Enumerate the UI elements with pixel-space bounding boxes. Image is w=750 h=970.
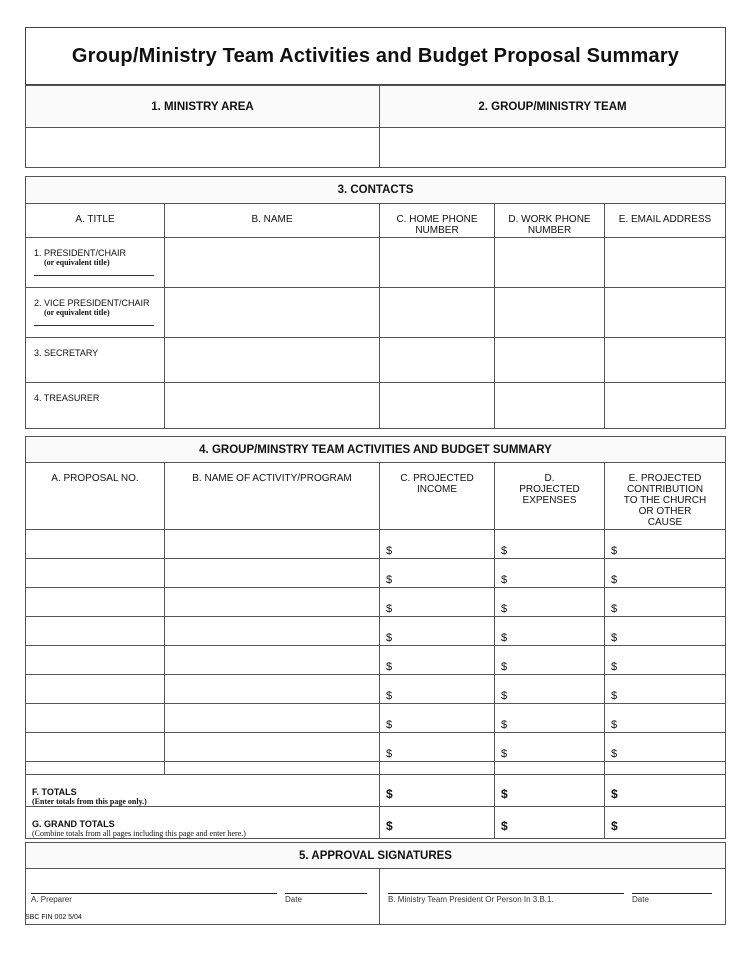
col-home-phone: C. HOME PHONE NUMBER <box>380 204 495 238</box>
activity-name-field[interactable] <box>165 704 380 733</box>
totals-label: F. TOTALS <box>32 787 77 797</box>
contact-title: 4. TREASURER <box>34 393 100 403</box>
activity-row <box>26 530 726 559</box>
email-field[interactable] <box>605 238 726 288</box>
home-phone-field[interactable] <box>380 288 495 338</box>
totals-note: (Enter totals from this page only.) <box>32 797 147 806</box>
group-team-header: 2. GROUP/MINISTRY TEAM <box>380 86 726 128</box>
activity-row <box>26 646 726 675</box>
activity-name-field[interactable] <box>165 646 380 675</box>
total-expenses[interactable]: $ <box>495 775 605 807</box>
activity-row <box>26 733 726 762</box>
contact-row <box>26 383 726 429</box>
contribution-field[interactable]: $ <box>605 530 726 559</box>
email-field[interactable] <box>605 338 726 383</box>
col-work-phone: D. WORK PHONE NUMBER <box>495 204 605 238</box>
col-email: E. EMAIL ADDRESS <box>605 204 726 238</box>
activities-header: 4. GROUP/MINSTRY TEAM ACTIVITIES AND BUDGET SUMMARY <box>26 437 726 463</box>
expenses-field[interactable]: $ <box>495 588 605 617</box>
work-phone-field[interactable] <box>495 238 605 288</box>
expenses-field[interactable]: $ <box>495 559 605 588</box>
income-field[interactable]: $ <box>380 588 495 617</box>
income-field[interactable]: $ <box>380 530 495 559</box>
blank-cell <box>165 762 380 775</box>
col-name: B. NAME <box>165 204 380 238</box>
approval-table <box>25 842 726 925</box>
contribution-field[interactable]: $ <box>605 704 726 733</box>
grand-totals-note: (Combine totals from all pages including this page and enter here.) <box>32 829 246 838</box>
proposal-no-field[interactable] <box>26 704 165 733</box>
contribution-field[interactable]: $ <box>605 588 726 617</box>
grand-income[interactable]: $ <box>380 807 495 839</box>
contribution-field[interactable]: $ <box>605 733 726 762</box>
activity-row <box>26 559 726 588</box>
blank-cell <box>380 762 495 775</box>
email-field[interactable] <box>605 288 726 338</box>
activity-name-field[interactable] <box>165 530 380 559</box>
preparer-signature-line[interactable]: A. Preparer <box>31 893 277 904</box>
totals-row <box>26 775 726 807</box>
income-field[interactable]: $ <box>380 704 495 733</box>
form-code: SBC FIN 002 5/04 <box>25 914 82 921</box>
activity-row <box>26 617 726 646</box>
activity-name-field[interactable] <box>165 617 380 646</box>
grand-expenses[interactable]: $ <box>495 807 605 839</box>
col-activity-name: B. NAME OF ACTIVITY/PROGRAM <box>165 463 380 530</box>
name-field[interactable] <box>165 288 380 338</box>
grand-contribution[interactable]: $ <box>605 807 726 839</box>
proposal-no-field[interactable] <box>26 646 165 675</box>
col-projected-contribution: E. PROJECTED CONTRIBUTION TO THE CHURCH OR OTHER CAUSE <box>605 463 726 530</box>
home-phone-field[interactable] <box>380 338 495 383</box>
contacts-table <box>25 176 726 429</box>
ministry-area-header: 1. MINISTRY AREA <box>26 86 380 128</box>
contact-row <box>26 238 726 288</box>
work-phone-field[interactable] <box>495 338 605 383</box>
contact-title: 1. PRESIDENT/CHAIR <box>34 248 127 258</box>
activity-row <box>26 588 726 617</box>
work-phone-field[interactable] <box>495 288 605 338</box>
grand-totals-row <box>26 807 726 839</box>
expenses-field[interactable]: $ <box>495 530 605 559</box>
proposal-no-field[interactable] <box>26 559 165 588</box>
preparer-date-line[interactable]: Date <box>285 893 367 904</box>
col-projected-expenses: D. PROJECTED EXPENSES <box>495 463 605 530</box>
expenses-field[interactable]: $ <box>495 675 605 704</box>
president-signature-line[interactable]: B. Ministry Team President Or Person In 3.B.1. <box>388 893 624 904</box>
email-field[interactable] <box>605 383 726 429</box>
income-field[interactable]: $ <box>380 617 495 646</box>
contact-note: (or equivalent title) <box>44 258 110 267</box>
col-projected-income: C. PROJECTED INCOME <box>380 463 495 530</box>
proposal-no-field[interactable] <box>26 733 165 762</box>
col-title: A. TITLE <box>26 204 165 238</box>
home-phone-field[interactable] <box>380 383 495 429</box>
blank-cell <box>605 762 726 775</box>
president-date-line[interactable]: Date <box>632 893 712 904</box>
activity-name-field[interactable] <box>165 559 380 588</box>
ministry-area-table <box>25 85 726 168</box>
total-income[interactable]: $ <box>380 775 495 807</box>
form-title: Group/Ministry Team Activities and Budget Proposal Summary <box>25 27 726 85</box>
income-field[interactable]: $ <box>380 646 495 675</box>
name-field[interactable] <box>165 383 380 429</box>
col-proposal-no: A. PROPOSAL NO. <box>26 463 165 530</box>
proposal-no-field[interactable] <box>26 588 165 617</box>
contact-title: 3. SECRETARY <box>34 348 99 358</box>
expenses-field[interactable]: $ <box>495 733 605 762</box>
income-field[interactable]: $ <box>380 675 495 704</box>
blank-cell <box>495 762 605 775</box>
activity-name-field[interactable] <box>165 675 380 704</box>
contribution-field[interactable]: $ <box>605 617 726 646</box>
total-contribution[interactable]: $ <box>605 775 726 807</box>
proposal-no-field[interactable] <box>26 675 165 704</box>
expenses-field[interactable]: $ <box>495 704 605 733</box>
work-phone-field[interactable] <box>495 383 605 429</box>
blank-cell <box>26 762 165 775</box>
proposal-no-field[interactable] <box>26 617 165 646</box>
income-field[interactable]: $ <box>380 559 495 588</box>
group-team-field[interactable] <box>380 128 726 168</box>
title-line[interactable] <box>34 325 154 326</box>
activity-name-field[interactable] <box>165 733 380 762</box>
contact-note: (or equivalent title) <box>44 308 110 317</box>
activity-row <box>26 704 726 733</box>
activities-table <box>25 436 726 839</box>
contact-row <box>26 288 726 338</box>
expenses-field[interactable]: $ <box>495 646 605 675</box>
name-field[interactable] <box>165 238 380 288</box>
contacts-header: 3. CONTACTS <box>26 177 726 204</box>
name-field[interactable] <box>165 338 380 383</box>
income-field[interactable]: $ <box>380 733 495 762</box>
contribution-field[interactable]: $ <box>605 646 726 675</box>
contribution-field[interactable]: $ <box>605 675 726 704</box>
expenses-field[interactable]: $ <box>495 617 605 646</box>
grand-totals-label: G. GRAND TOTALS <box>32 819 115 829</box>
contribution-field[interactable]: $ <box>605 559 726 588</box>
activity-name-field[interactable] <box>165 588 380 617</box>
ministry-area-field[interactable] <box>26 128 380 168</box>
approval-header: 5. APPROVAL SIGNATURES <box>26 843 726 869</box>
proposal-no-field[interactable] <box>26 530 165 559</box>
home-phone-field[interactable] <box>380 238 495 288</box>
contact-row <box>26 338 726 383</box>
activity-row <box>26 675 726 704</box>
title-line[interactable] <box>34 275 154 276</box>
contact-title: 2. VICE PRESIDENT/CHAIR <box>34 298 150 308</box>
